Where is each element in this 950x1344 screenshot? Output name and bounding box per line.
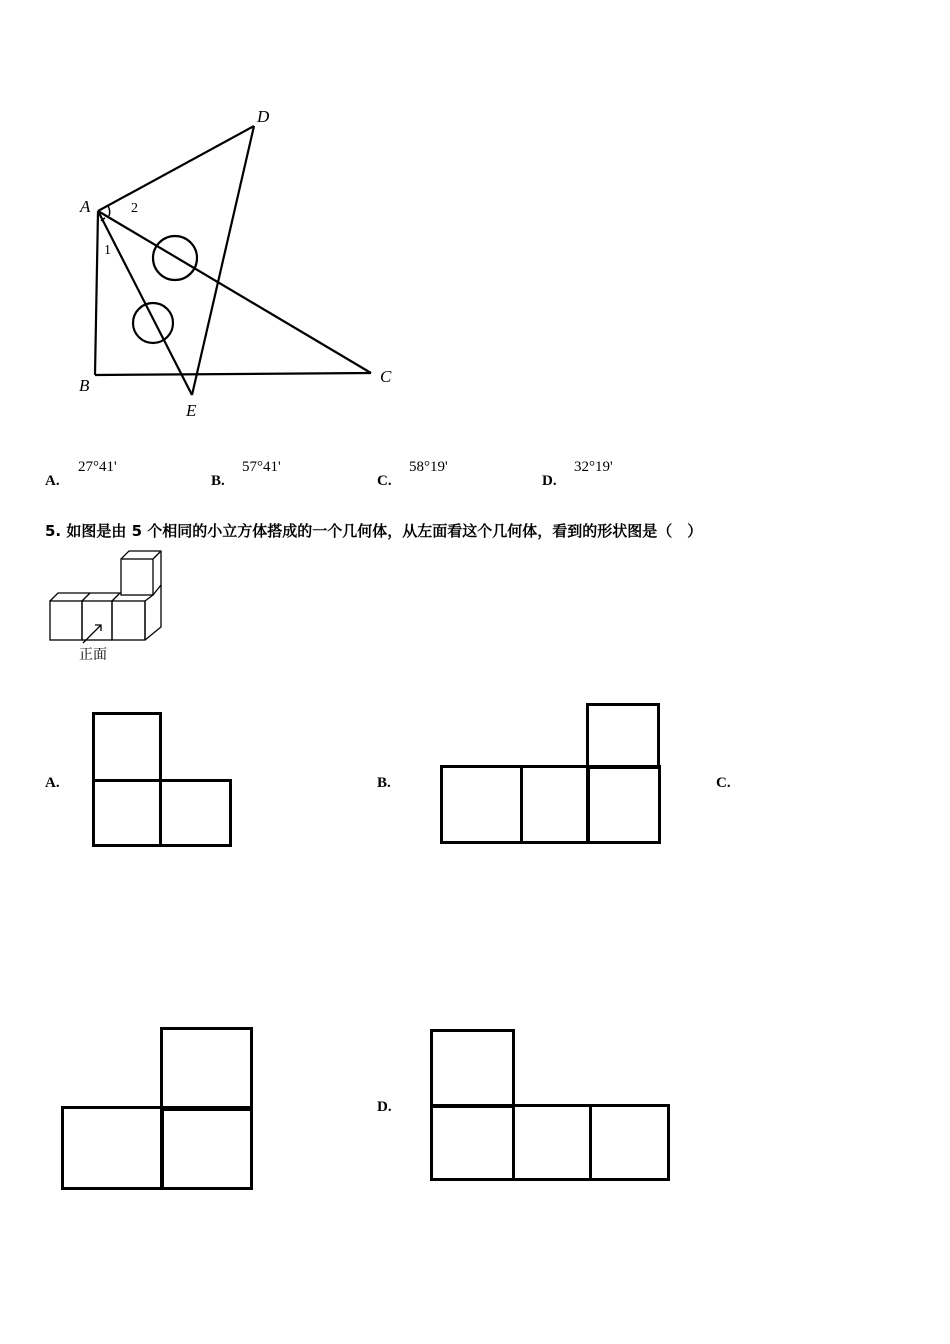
segment-bc bbox=[95, 373, 371, 375]
triangle-figure bbox=[70, 100, 410, 430]
angle-arc-2 bbox=[108, 206, 110, 216]
segment-ad bbox=[98, 126, 254, 211]
angle-label-2: 2 bbox=[131, 201, 138, 216]
cube-top-front bbox=[121, 559, 153, 595]
q4-option-d-value: 32°19' bbox=[574, 459, 613, 475]
q5-option-b-letter: B. bbox=[377, 775, 391, 791]
point-label-b: B bbox=[79, 376, 90, 395]
option-b-square bbox=[520, 765, 590, 844]
option-a-square bbox=[159, 779, 232, 847]
q4-option-b-letter: B. bbox=[211, 473, 225, 489]
q5-option-a-letter: A. bbox=[45, 775, 60, 791]
q4-option-a-letter: A. bbox=[45, 473, 60, 489]
q5-number: 5. bbox=[45, 522, 62, 540]
circle-upper bbox=[153, 236, 197, 280]
option-a-square bbox=[92, 779, 162, 847]
circle-lower bbox=[133, 303, 173, 343]
point-label-e: E bbox=[186, 401, 197, 420]
point-label-c: C bbox=[380, 367, 392, 386]
cube-bottom-2 bbox=[82, 601, 112, 640]
option-b-square bbox=[586, 765, 661, 844]
q4-option-c-letter: C. bbox=[377, 473, 392, 489]
q4-option-d-letter: D. bbox=[542, 473, 557, 489]
point-label-d: D bbox=[257, 107, 270, 126]
option-a-square bbox=[92, 712, 162, 782]
cube-solid-figure bbox=[45, 545, 175, 665]
cube-bottom-1 bbox=[50, 601, 82, 640]
option-b-square bbox=[440, 765, 523, 844]
q5-option-d-letter: D. bbox=[377, 1099, 392, 1115]
option-d-square bbox=[589, 1104, 670, 1181]
q4-option-a-value: 27°41' bbox=[78, 459, 117, 475]
front-label: 正面 bbox=[79, 648, 107, 663]
q4-option-b-value: 57°41' bbox=[242, 459, 281, 475]
option-d-square bbox=[512, 1104, 592, 1181]
option-c-square bbox=[160, 1106, 253, 1190]
point-label-a: A bbox=[80, 197, 91, 216]
option-c-square bbox=[160, 1027, 253, 1111]
segment-ab bbox=[95, 211, 98, 375]
q5-text: 如图是由 5 个相同的小立方体搭成的一个几何体，从左面看这个几何体，看到的形状图是（ ） bbox=[66, 522, 703, 540]
q5-option-c-letter: C. bbox=[716, 775, 731, 791]
q5-question bbox=[45, 520, 702, 541]
cube-bottom-3 bbox=[112, 601, 145, 640]
option-d-square bbox=[430, 1104, 515, 1181]
q4-option-c-value: 58°19' bbox=[409, 459, 448, 475]
option-b-square bbox=[586, 703, 660, 769]
option-d-square bbox=[430, 1029, 515, 1108]
angle-label-1: 1 bbox=[104, 243, 111, 258]
segment-de bbox=[192, 126, 254, 395]
option-c-square bbox=[61, 1106, 164, 1190]
